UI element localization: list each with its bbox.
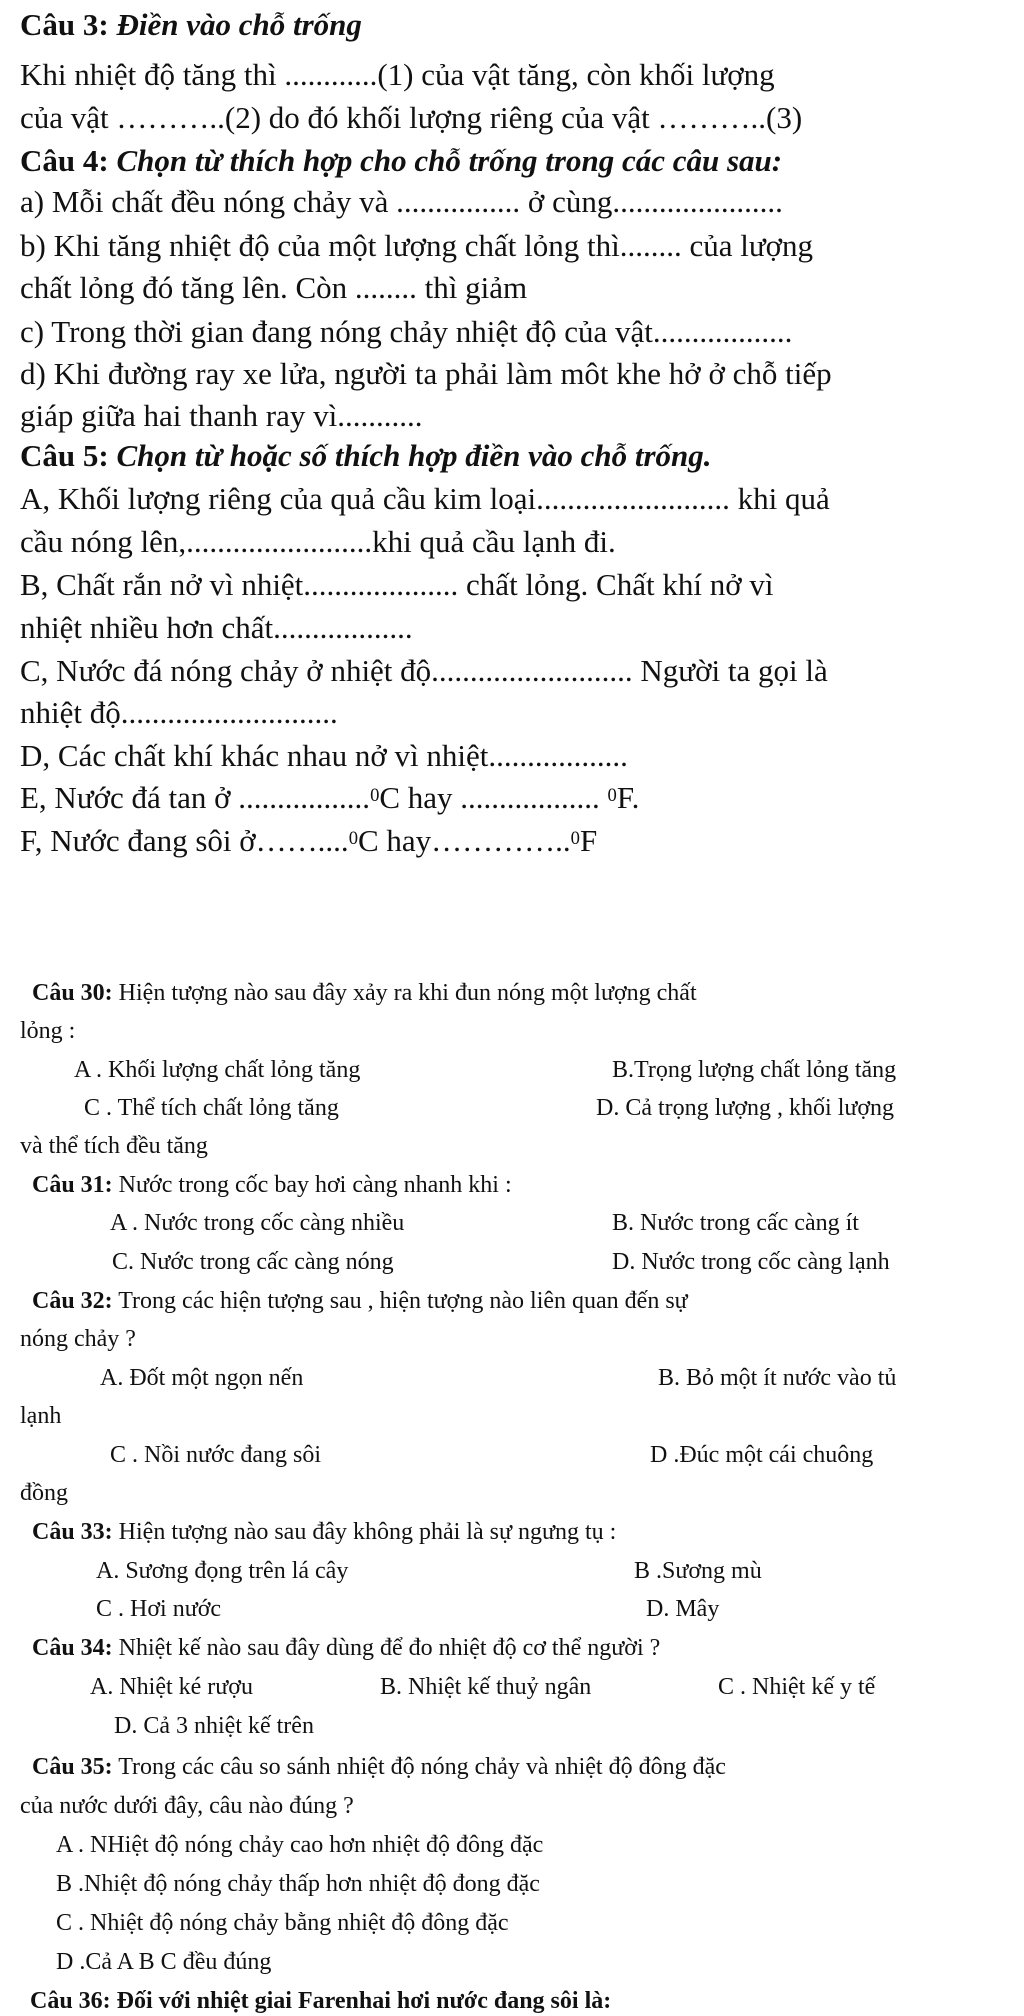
q33-option-a: A. Sương đọng trên lá cây <box>96 1558 349 1584</box>
q32-label: Câu 32: <box>32 1288 113 1314</box>
q4-title <box>20 142 782 180</box>
q33-option-b: B .Sương mù <box>634 1558 762 1584</box>
q30-option-c: C . Thể tích chất lỏng tăng <box>84 1095 339 1121</box>
q34-stem <box>32 1633 660 1663</box>
q4-item-b-line-1: b) Khi tăng nhiệt độ của một lượng chất lỏng thì........ của lượng <box>20 228 814 263</box>
q30-option-d-line-2: và thể tích đều tăng <box>20 1133 208 1159</box>
q33-stem-text: Hiện tượng nào sau đây không phải là sự ngưng tụ : <box>112 1519 617 1545</box>
q5-item-A-line-1: A, Khối lượng riêng của quả cầu kim loại......................... khi quả <box>20 481 830 516</box>
q32-option-a: A. Đốt một ngọn nến <box>100 1365 304 1391</box>
q31-option-b: B. Nước trong cấc càng ít <box>612 1210 859 1236</box>
q5-F-text-3: F <box>579 823 598 858</box>
q34-option-b: B. Nhiệt kế thuỷ ngân <box>380 1674 592 1700</box>
q32-option-c: C . Nồi nước đang sôi <box>110 1442 322 1468</box>
q32-stem-line-1 <box>32 1286 688 1316</box>
q3-line-1: Khi nhiệt độ tăng thì ............(1) của vật tăng, còn khối lượng <box>20 57 775 92</box>
q34-option-d: D. Cả 3 nhiệt kế trên <box>114 1713 314 1739</box>
q32-option-b-line-2: lạnh <box>20 1403 62 1429</box>
q4-label: Câu 4: <box>20 143 109 178</box>
q33-option-c: C . Hơi nước <box>96 1596 222 1622</box>
q5-F-text-1: F, Nước đang sôi ở…….... <box>20 823 349 858</box>
q5-item-B-line-1: B, Chất rắn nở vì nhiệt.................... chất lỏng. Chất khí nở vì <box>20 567 774 602</box>
q33-stem <box>32 1517 616 1547</box>
q35-option-c: C . Nhiệt độ nóng chảy bằng nhiệt độ đông đặc <box>56 1910 509 1936</box>
q30-stem-line-2: lỏng : <box>20 1018 76 1044</box>
q35-stem-line-2: của nước dưới đây, câu nào đúng ? <box>20 1793 354 1819</box>
q4-item-d-line-2: giáp giữa hai thanh ray vì........... <box>20 398 423 433</box>
q35-stem-line-1 <box>32 1752 726 1782</box>
q31-stem-text: Nước trong cốc bay hơi càng nhanh khi : <box>112 1172 512 1198</box>
q30-option-b: B.Trọng lượng chất lỏng tăng <box>612 1057 897 1083</box>
q32-option-b-line-1: B. Bỏ một ít nước vào tủ <box>658 1365 897 1391</box>
q4-item-b-line-2: chất lỏng đó tăng lên. Còn ........ thì giảm <box>20 270 528 305</box>
q34-stem-text: Nhiệt kế nào sau đây dùng để đo nhiệt độ cơ thể người ? <box>112 1635 661 1661</box>
q31-stem <box>32 1170 512 1200</box>
q5-item-C-line-1: C, Nước đá nóng chảy ở nhiệt độ.......................... Người ta gọi là <box>20 653 828 688</box>
q5-F-degree-2: 0 <box>570 828 580 849</box>
q34-option-c: C . Nhiệt kế y tế <box>718 1674 876 1700</box>
q30-stem-text: Hiện tượng nào sau đây xảy ra khi đun nóng một lượng chất <box>112 980 697 1006</box>
q5-label: Câu 5: <box>20 438 109 473</box>
q35-option-d: D .Cả A B C đều đúng <box>56 1949 272 1975</box>
q4-item-c: c) Trong thời gian đang nóng chảy nhiệt độ của vật.................. <box>20 314 793 349</box>
q5-item-C-line-2: nhiệt độ............................ <box>20 695 338 730</box>
q34-option-a: A. Nhiệt ké rượu <box>90 1674 253 1700</box>
q35-label: Câu 35: <box>32 1754 113 1780</box>
q30-stem-line-1 <box>32 978 697 1008</box>
q32-option-d-line-1: D .Đúc một cái chuông <box>650 1442 874 1468</box>
q5-item-F <box>20 822 597 860</box>
q5-title <box>20 437 712 475</box>
q5-E-text-2: C hay .................. <box>379 780 608 815</box>
q35-option-a: A . NHiệt độ nóng chảy cao hơn nhiệt độ đông đặc <box>56 1832 544 1858</box>
q3-label: Câu 3: <box>20 7 109 42</box>
q32-stem-line-2: nóng chảy ? <box>20 1326 136 1352</box>
q5-F-degree-1: 0 <box>348 828 358 849</box>
q3-title <box>20 6 362 44</box>
q31-option-c: C. Nước trong cấc càng nóng <box>112 1249 394 1275</box>
q30-label: Câu 30: <box>32 980 113 1006</box>
q31-option-d: D. Nước trong cốc càng lạnh <box>612 1249 890 1275</box>
q5-F-text-2: C hay………….. <box>357 823 571 858</box>
q30-option-d-line-1: D. Cả trọng lượng , khối lượng <box>596 1095 895 1121</box>
q36-partial-cutoff: Câu 36: Đối với nhiệt giai Farenhai hơi nước đang sôi là: <box>30 1988 612 2014</box>
q5-heading: Chọn từ hoặc số thích hợp điền vào chỗ trống. <box>116 438 712 473</box>
q5-item-A-line-2: cầu nóng lên,........................khi quả cầu lạnh đi. <box>20 524 616 559</box>
q30-option-a: A . Khối lượng chất lỏng tăng <box>74 1057 361 1083</box>
q5-E-degree-1: 0 <box>370 785 380 806</box>
q4-item-a: a) Mỗi chất đều nóng chảy và ................ ở cùng...................... <box>20 184 783 219</box>
q35-stem-text: Trong các câu so sánh nhiệt độ nóng chảy và nhiệt độ đông đặc <box>112 1754 726 1780</box>
q34-label: Câu 34: <box>32 1635 113 1661</box>
q5-item-B-line-2: nhiệt nhiều hơn chất.................. <box>20 610 413 645</box>
q31-label: Câu 31: <box>32 1172 113 1198</box>
q5-E-text-3: F. <box>616 780 640 815</box>
q35-option-b: B .Nhiệt độ nóng chảy thấp hơn nhiệt độ đong đặc <box>56 1871 540 1897</box>
q5-E-degree-2: 0 <box>607 785 617 806</box>
q31-option-a: A . Nước trong cốc càng nhiều <box>110 1210 405 1236</box>
q5-item-D: D, Các chất khí khác nhau nở vì nhiệt.................. <box>20 738 628 773</box>
q4-heading: Chọn từ thích hợp cho chỗ trống trong các câu sau: <box>116 143 783 178</box>
q32-stem-text: Trong các hiện tượng sau , hiện tượng nào liên quan đến sự <box>112 1288 688 1314</box>
q33-option-d: D. Mây <box>646 1596 720 1622</box>
q5-E-text-1: E, Nước đá tan ở ................. <box>20 780 371 815</box>
q32-option-d-line-2: đồng <box>20 1480 68 1506</box>
q5-item-E <box>20 779 639 817</box>
q33-label: Câu 33: <box>32 1519 113 1545</box>
q4-item-d-line-1: d) Khi đường ray xe lửa, người ta phải làm môt khe hở ở chỗ tiếp <box>20 356 832 391</box>
q3-line-2: của vật ………..(2) do đó khối lượng riêng của vật ………..(3) <box>20 100 803 135</box>
q3-heading: Điền vào chỗ trống <box>116 7 362 42</box>
